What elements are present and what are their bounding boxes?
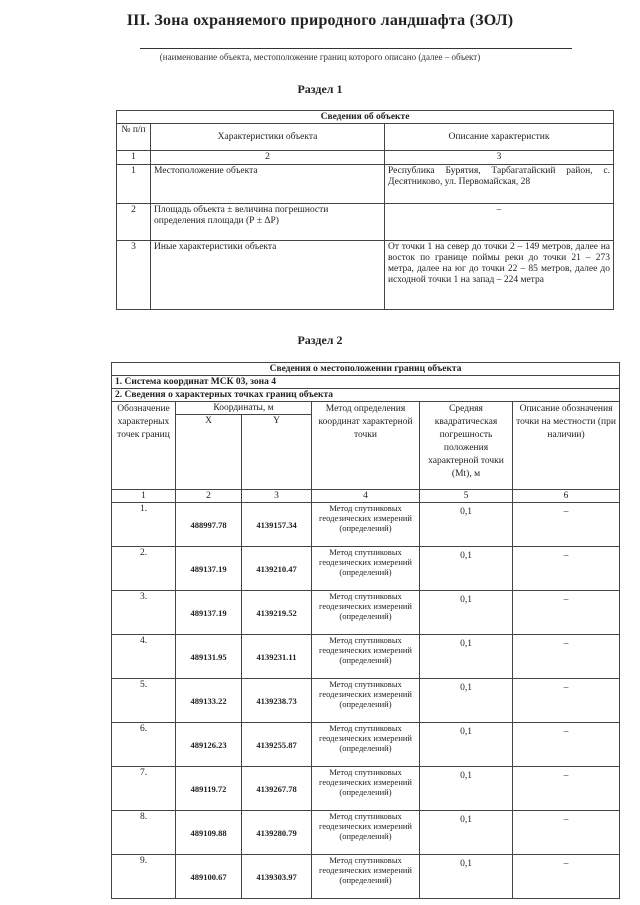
point-y: 4139255.87 (242, 723, 312, 767)
row-num: 1 (117, 165, 151, 204)
point-mt: 0,1 (420, 679, 513, 723)
point-desc: – (513, 723, 620, 767)
point-x: 489109.88 (176, 811, 242, 855)
point-method: Метод спутниковых геодезических измерений (определений) (312, 503, 420, 547)
document-title: III. Зона охраняемого природного ландшафта (ЗОЛ) (126, 12, 514, 29)
point-method: Метод спутниковых геодезических измерений (определений) (312, 547, 420, 591)
point-x: 489137.19 (176, 547, 242, 591)
point-x: 489126.23 (176, 723, 242, 767)
point-y: 4139303.97 (242, 855, 312, 899)
point-mt: 0,1 (420, 591, 513, 635)
point-number: 5. (112, 679, 176, 723)
point-method: Метод спутниковых геодезических измерений (определений) (312, 723, 420, 767)
header-num: № п/п (117, 124, 151, 151)
points-title: 2. Сведения о характерных точках границ объекта (112, 389, 620, 402)
row-name: Местоположение объекта (151, 165, 385, 204)
row-num: 3 (117, 241, 151, 310)
point-y: 4139157.34 (242, 503, 312, 547)
point-number: 8. (112, 811, 176, 855)
header-desc: Описание обозначения точки на местности (при наличии) (513, 402, 620, 490)
point-number: 4. (112, 635, 176, 679)
point-x: 489100.67 (176, 855, 242, 899)
table-row (117, 204, 614, 241)
point-mt: 0,1 (420, 723, 513, 767)
col-number: 4 (312, 490, 420, 503)
row-name: Иные характеристики объекта (151, 241, 385, 310)
point-y: 4139219.52 (242, 591, 312, 635)
point-y: 4139238.73 (242, 679, 312, 723)
header-coords: Координаты, м (176, 402, 312, 415)
point-mt: 0,1 (420, 635, 513, 679)
header-x: X (176, 415, 242, 490)
col-number: 1 (117, 151, 151, 165)
point-method: Метод спутниковых геодезических измерений (определений) (312, 679, 420, 723)
point-x: 489119.72 (176, 767, 242, 811)
col-number: 2 (176, 490, 242, 503)
point-number: 9. (112, 855, 176, 899)
header-designation: Обозначение характерных точек границ (112, 402, 176, 490)
point-desc: – (513, 767, 620, 811)
table-row (117, 165, 614, 204)
document-subtitle: (наименование объекта, местоположение границ которого описано (далее – объект) (159, 52, 481, 62)
point-mt: 0,1 (420, 503, 513, 547)
point-y: 4139231.11 (242, 635, 312, 679)
table-row (112, 767, 620, 811)
table-row (112, 591, 620, 635)
point-desc: – (513, 855, 620, 899)
point-y: 4139267.78 (242, 767, 312, 811)
point-desc: – (513, 635, 620, 679)
col-number: 5 (420, 490, 513, 503)
point-mt: 0,1 (420, 547, 513, 591)
point-x: 489131.95 (176, 635, 242, 679)
table-row (112, 811, 620, 855)
point-desc: – (513, 591, 620, 635)
row-value: – (385, 204, 614, 241)
title-underline (140, 48, 572, 49)
object-table-title: Сведения об объекте (117, 111, 614, 124)
coordinate-system: 1. Система координат МСК 03, зона 4 (112, 376, 620, 389)
point-x: 488997.78 (176, 503, 242, 547)
col-number: 3 (242, 490, 312, 503)
section1-heading: Раздел 1 (297, 82, 343, 96)
point-number: 3. (112, 591, 176, 635)
table-row (112, 679, 620, 723)
col-number: 3 (385, 151, 614, 165)
point-mt: 0,1 (420, 855, 513, 899)
row-num: 2 (117, 204, 151, 241)
table-row (112, 635, 620, 679)
table-row (117, 241, 614, 310)
object-info-table (116, 110, 614, 310)
header-method: Метод определения координат характерной точки (312, 402, 420, 490)
point-y: 4139210.47 (242, 547, 312, 591)
point-mt: 0,1 (420, 767, 513, 811)
row-value: Республика Бурятия, Тарбагатайский район, с. Десятниково, ул. Первомайская, 28 (385, 165, 614, 204)
col-number: 2 (151, 151, 385, 165)
table-row (112, 547, 620, 591)
table-row (112, 503, 620, 547)
section2-heading: Раздел 2 (297, 333, 343, 347)
point-desc: – (513, 503, 620, 547)
table-row (112, 855, 620, 899)
table-row (112, 723, 620, 767)
point-desc: – (513, 679, 620, 723)
point-number: 7. (112, 767, 176, 811)
point-mt: 0,1 (420, 811, 513, 855)
col-number: 1 (112, 490, 176, 503)
row-name: Площадь объекта ± величина погрешности определения площади (Р ± ΔР) (151, 204, 385, 241)
point-method: Метод спутниковых геодезических измерений (определений) (312, 635, 420, 679)
point-desc: – (513, 547, 620, 591)
row-value: От точки 1 на север до точки 2 – 149 метров, далее на восток по границе поймы реки до точки 21 – 273 метра, далее на юг до точки 22 – 85 метров, далее до исходной точки 1 на запад – 224 метра (385, 241, 614, 310)
point-x: 489137.19 (176, 591, 242, 635)
header-characteristics: Характеристики объекта (151, 124, 385, 151)
point-method: Метод спутниковых геодезических измерений (определений) (312, 811, 420, 855)
boundary-points-table (111, 362, 620, 899)
point-x: 489133.22 (176, 679, 242, 723)
point-method: Метод спутниковых геодезических измерений (определений) (312, 591, 420, 635)
col-number: 6 (513, 490, 620, 503)
point-method: Метод спутниковых геодезических измерений (определений) (312, 767, 420, 811)
header-error: Средняя квадратическая погрешность положения характерной точки (Mt), м (420, 402, 513, 490)
point-y: 4139280.79 (242, 811, 312, 855)
point-number: 1. (112, 503, 176, 547)
header-y: Y (242, 415, 312, 490)
point-desc: – (513, 811, 620, 855)
point-number: 6. (112, 723, 176, 767)
header-description: Описание характеристик (385, 124, 614, 151)
point-number: 2. (112, 547, 176, 591)
point-method: Метод спутниковых геодезических измерений (определений) (312, 855, 420, 899)
boundary-table-title: Сведения о местоположении границ объекта (112, 363, 620, 376)
